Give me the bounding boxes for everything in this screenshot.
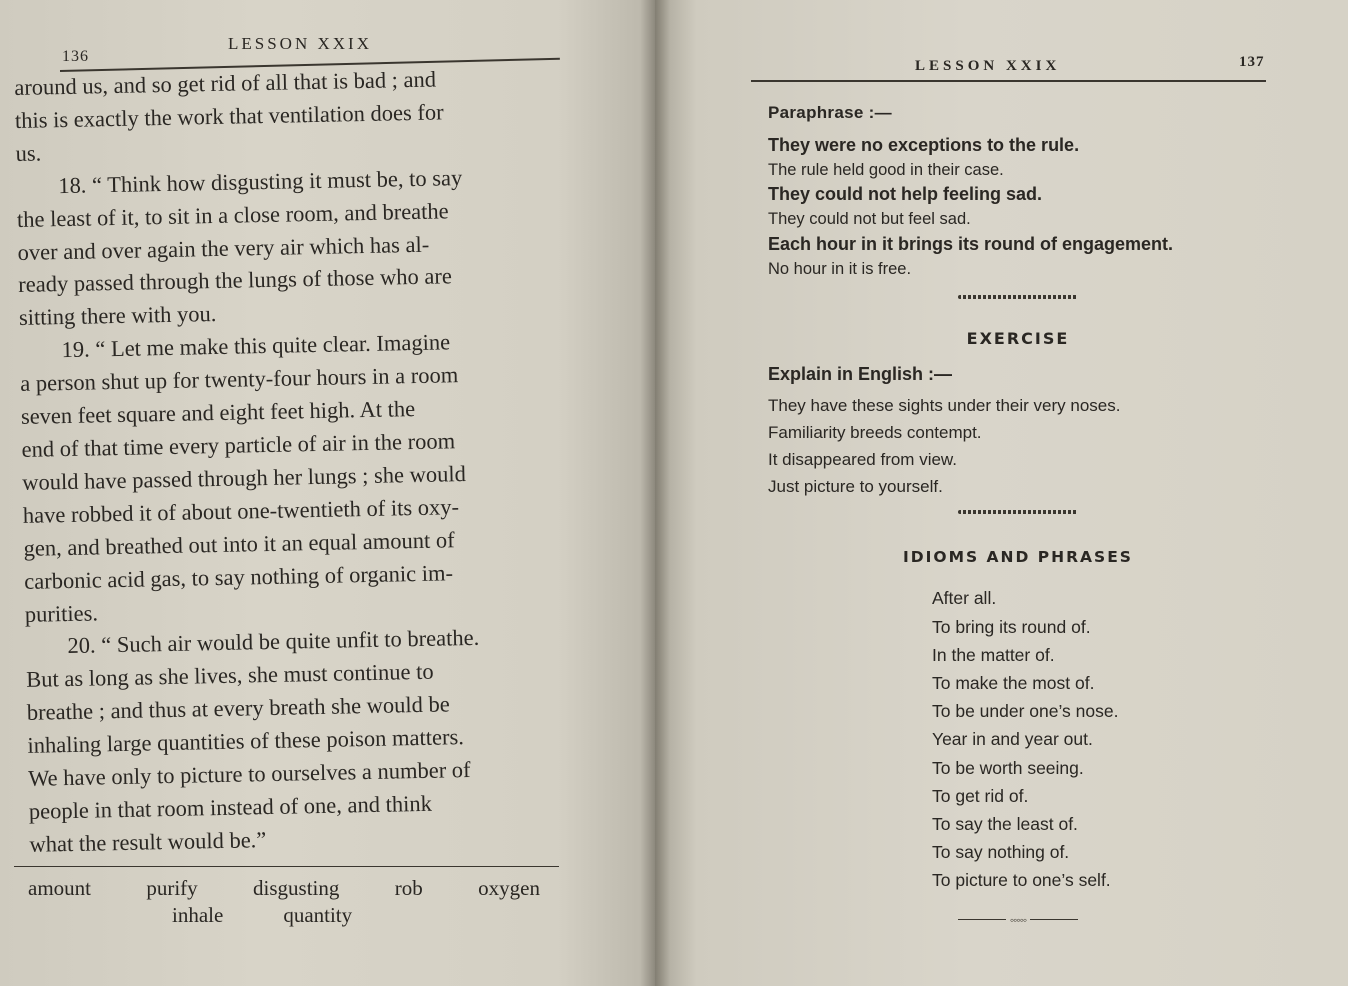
vocab-word: rob <box>394 876 423 900</box>
lesson-text <box>14 61 590 862</box>
paraphrase-line: They could not but feel sad. <box>768 210 971 229</box>
vocabulary-list <box>28 876 568 928</box>
idiom-item: After all. <box>932 588 997 609</box>
exercise-line: Familiarity breeds contempt. <box>768 423 982 443</box>
exercise-line: They have these sights under their very noses. <box>768 396 1121 416</box>
explain-title: Explain in English :— <box>768 364 953 385</box>
paraphrase-line: They could not help feeling sad. <box>768 184 1043 205</box>
book-gutter <box>640 0 670 986</box>
idiom-item: To say the least of. <box>932 814 1078 835</box>
text-line: over and over again the very air which has al- <box>17 231 430 265</box>
idioms-heading: IDIOMS AND PHRASES <box>903 548 1133 567</box>
paraphrase-line: The rule held good in their case. <box>768 160 1004 179</box>
vocab-word: amount <box>28 876 91 900</box>
vocab-word: inhale <box>172 903 224 927</box>
idiom-item: To picture to one’s self. <box>932 870 1111 891</box>
header-rule <box>751 80 1266 82</box>
right-page <box>655 0 1348 986</box>
running-head: LESSON XXIX <box>228 34 372 53</box>
idiom-item: To say nothing of. <box>932 842 1070 863</box>
paraphrase-line: No hour in it is free. <box>768 259 912 278</box>
vocab-word: quantity <box>283 903 353 927</box>
text-line: have robbed it of about one-twentieth of its oxy- <box>22 493 460 528</box>
right-content <box>768 103 1268 927</box>
paragraph-20-start: 20. “ Such air would be quite unfit to breathe. <box>67 625 480 659</box>
running-head: LESSON XXIX <box>915 58 1061 74</box>
text-line: us. <box>15 140 42 166</box>
text-line: carbonic acid gas, to say nothing of organic im- <box>23 559 454 594</box>
idiom-item: In the matter of. <box>932 644 1055 665</box>
text-line: this is exactly the work that ventilation does for <box>14 99 444 133</box>
page-number: 136 <box>62 48 89 65</box>
text-line: what the result would be.” <box>29 826 267 857</box>
vocab-word: oxygen <box>478 876 540 900</box>
tailpiece-ornament: ◦◦◦◦◦ <box>768 911 1268 927</box>
text-line: a person shut up for twenty-four hours in a room <box>20 362 459 397</box>
vocab-rule <box>14 866 559 867</box>
exercise-line: Just picture to yourself. <box>768 476 943 496</box>
text-line: breathe ; and thus at every breath she would be <box>26 691 451 726</box>
vocab-word: purify <box>146 876 198 900</box>
text-line: around us, and so get rid of all that is bad ; and <box>14 66 437 100</box>
exercise-line: It disappeared from view. <box>768 449 957 469</box>
idiom-item: To make the most of. <box>932 673 1095 694</box>
text-line: gen, and breathed out into it an equal amount of <box>23 526 455 561</box>
text-line: end of that time every particle of air in the room <box>21 428 456 462</box>
idiom-item: To be under one’s nose. <box>932 701 1119 722</box>
paragraph-19-start: 19. “ Let me make this quite clear. Imagine <box>61 329 451 363</box>
text-line: seven feet square and eight feet high. At the <box>20 396 416 429</box>
idiom-item: To be worth seeing. <box>932 757 1084 778</box>
text-line: But as long as she lives, she must continue to <box>25 659 434 693</box>
idiom-item: To get rid of. <box>932 785 1029 806</box>
left-page <box>0 0 655 986</box>
idiom-item: To bring its round of. <box>932 616 1091 637</box>
right-header <box>751 48 1271 88</box>
paraphrase-line: Each hour in it brings its round of engagement. <box>768 233 1174 254</box>
text-line: would have passed through her lungs ; she would <box>21 460 467 495</box>
idioms-list <box>768 584 1268 894</box>
text-line: We have only to picture to ourselves a number of <box>27 757 471 791</box>
idiom-item: Year in and year out. <box>932 729 1093 750</box>
paraphrase-line: They were no exceptions to the rule. <box>768 135 1080 155</box>
vocab-word: disgusting <box>253 876 340 900</box>
text-line: sitting there with you. <box>18 301 217 331</box>
paraphrase-title: Paraphrase :— <box>768 103 892 122</box>
page-number: 137 <box>1239 54 1265 70</box>
exercise-heading: EXERCISE <box>966 329 1070 349</box>
text-line: inhaling large quantities of these poison matters. <box>27 724 465 758</box>
text-line: the least of it, to sit in a close room, and breathe <box>16 197 449 232</box>
paragraph-18-start: 18. “ Think how disgusting it must be, to say <box>58 164 463 198</box>
text-line: people in that room instead of one, and think <box>28 790 433 824</box>
text-line: purities. <box>24 599 99 627</box>
text-line: ready passed through the lungs of those who are <box>18 263 453 298</box>
